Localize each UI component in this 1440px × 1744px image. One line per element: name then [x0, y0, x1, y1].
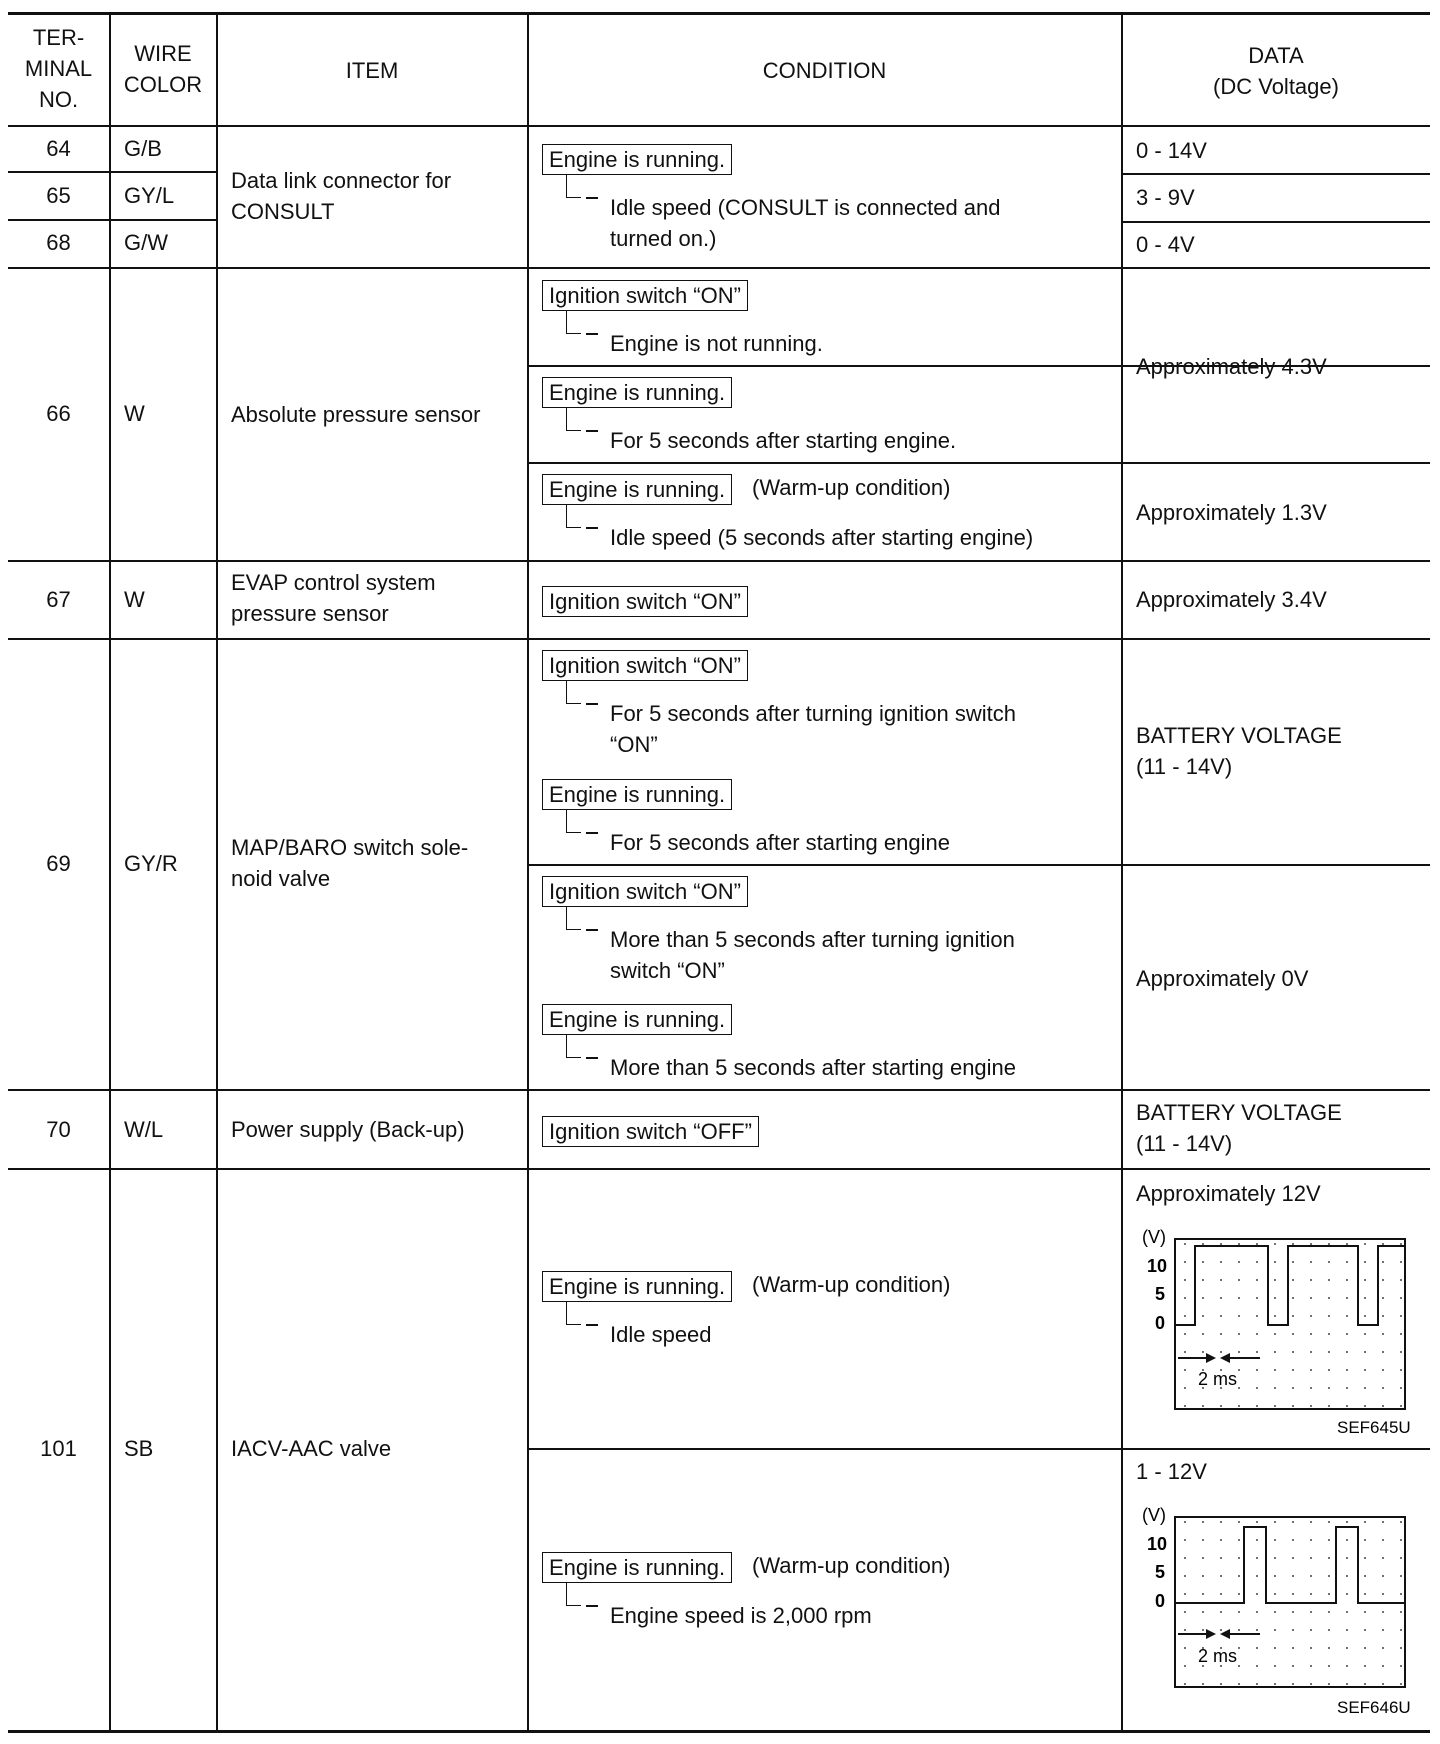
- condition-box: Engine is running.: [542, 1552, 732, 1583]
- sub-condition-dash: [586, 1605, 598, 1607]
- condition-box: Engine is running.: [542, 377, 732, 408]
- column-divider: [216, 12, 218, 1732]
- terminal-no: 69: [46, 851, 71, 876]
- data-value: BATTERY VOLTAGE (11 - 14V): [1136, 1100, 1342, 1156]
- condition-box: Ignition switch “ON”: [542, 876, 748, 907]
- sub-condition-bracket: [566, 175, 581, 198]
- wire-color: GY/R: [124, 851, 178, 876]
- terminal-no: 101: [40, 1436, 77, 1461]
- row-divider: [1122, 173, 1430, 175]
- row-divider: [8, 560, 1430, 562]
- header-wire-color: WIRE COLOR: [123, 41, 203, 97]
- wire-color: G/B: [124, 136, 162, 161]
- table-bottom-border: [8, 1730, 1430, 1733]
- header-data: DATA (DC Voltage): [1213, 43, 1339, 99]
- terminal-no: 65: [46, 183, 71, 208]
- row-divider: [8, 171, 216, 173]
- waveform-tick: 5: [1155, 1284, 1166, 1304]
- data-value: Approximately 1.3V: [1136, 500, 1327, 525]
- data-value: Approximately 12V: [1136, 1181, 1321, 1206]
- sub-condition-bracket: [566, 1583, 581, 1606]
- waveform-tick: 0: [1155, 1313, 1166, 1333]
- item-label: IACV-AAC valve: [231, 1436, 392, 1461]
- condition-box: Ignition switch “ON”: [542, 280, 748, 311]
- figure-code: SEF646U: [1337, 1698, 1411, 1717]
- waveform-unit: (V): [1142, 1505, 1166, 1525]
- condition-box: Ignition switch “ON”: [542, 586, 748, 617]
- waveform-unit: (V): [1142, 1227, 1166, 1247]
- sub-condition-bracket: [566, 408, 581, 431]
- data-value: BATTERY VOLTAGE (11 - 14V): [1136, 723, 1342, 779]
- condition-box: Engine is running.: [542, 144, 732, 175]
- sub-condition-dash: [586, 832, 598, 834]
- row-divider: [1122, 221, 1430, 223]
- waveform-tick: 5: [1155, 1562, 1166, 1582]
- data-value: 1 - 12V: [1136, 1459, 1207, 1484]
- terminal-no: 64: [46, 136, 71, 161]
- sub-condition: More than 5 seconds after starting engine: [610, 1055, 1017, 1080]
- item-label: Data link connector for CONSULT: [231, 168, 452, 224]
- sub-condition-bracket: [566, 1302, 581, 1325]
- sub-condition-dash: [586, 333, 598, 335]
- wire-color: SB: [124, 1436, 154, 1461]
- item-label: EVAP control system pressure sensor: [231, 570, 436, 626]
- table-top-border: [8, 12, 1430, 15]
- header-divider: [8, 125, 1430, 127]
- condition-box: Engine is running.: [542, 1271, 732, 1302]
- wire-color: W: [124, 587, 145, 612]
- condition-box: Engine is running.: [542, 1004, 732, 1035]
- sub-condition: Engine speed is 2,000 rpm: [610, 1603, 872, 1628]
- sub-condition-dash: [586, 1057, 598, 1059]
- data-value: Approximately 0V: [1136, 966, 1309, 991]
- header-condition: CONDITION: [762, 58, 887, 83]
- condition-box: Ignition switch “ON”: [542, 650, 748, 681]
- waveform-tick: 10: [1147, 1256, 1168, 1276]
- sub-condition: More than 5 seconds after turning ignition switch “ON”: [610, 927, 1015, 983]
- wire-color: GY/L: [124, 183, 175, 208]
- sub-condition: Idle speed (CONSULT is connected and turned on.): [610, 195, 1001, 251]
- terminal-no: 70: [46, 1117, 71, 1142]
- terminal-no: 67: [46, 587, 71, 612]
- waveform-tick: 0: [1155, 1591, 1166, 1611]
- sub-condition-dash: [586, 527, 598, 529]
- sub-condition: Engine is not running.: [610, 331, 823, 356]
- sub-condition-dash: [586, 430, 598, 432]
- data-value: 0 - 14V: [1136, 138, 1207, 163]
- column-divider: [527, 12, 529, 1732]
- wire-color: G/W: [124, 230, 168, 255]
- sub-condition-bracket: [566, 810, 581, 833]
- waveform-time: 2 ms: [1198, 1369, 1238, 1389]
- sub-condition: Idle speed: [610, 1322, 712, 1347]
- sub-condition: For 5 seconds after turning ignition switch “ON”: [610, 701, 1016, 757]
- header-item: ITEM: [345, 58, 399, 83]
- condition-note: (Warm-up condition): [752, 1272, 951, 1297]
- sub-condition-bracket: [566, 907, 581, 930]
- row-divider: [8, 267, 1430, 269]
- figure-code: SEF645U: [1337, 1418, 1411, 1437]
- row-divider: [8, 219, 216, 221]
- column-divider: [1121, 12, 1123, 1732]
- wire-color: W: [124, 401, 145, 426]
- sub-condition-bracket: [566, 505, 581, 528]
- waveform-time: 2 ms: [1198, 1646, 1238, 1666]
- condition-box: Ignition switch “OFF”: [542, 1116, 759, 1147]
- row-divider: [528, 864, 1430, 866]
- row-divider: [528, 462, 1430, 464]
- terminal-no: 66: [46, 401, 71, 426]
- waveform-tick: 10: [1147, 1534, 1168, 1554]
- data-value: Approximately 3.4V: [1136, 587, 1327, 612]
- sub-condition: Idle speed (5 seconds after starting engine): [610, 525, 1034, 550]
- data-value: Approximately 4.3V: [1136, 354, 1327, 379]
- header-terminal-no: TER- MINAL NO.: [24, 25, 93, 112]
- waveform-2000-rpm: [1130, 1503, 1430, 1723]
- wire-color: W/L: [124, 1117, 164, 1142]
- sub-condition-bracket: [566, 681, 581, 704]
- terminal-no: 68: [46, 230, 71, 255]
- sub-condition-bracket: [566, 311, 581, 334]
- item-label: Power supply (Back-up): [231, 1117, 465, 1142]
- sub-condition-dash: [586, 1324, 598, 1326]
- condition-note: (Warm-up condition): [752, 1553, 951, 1578]
- condition-note: (Warm-up condition): [752, 475, 951, 500]
- item-label: Absolute pressure sensor: [231, 402, 481, 427]
- sub-condition: For 5 seconds after starting engine: [610, 830, 950, 855]
- sub-condition-dash: [586, 703, 598, 705]
- sub-condition-dash: [586, 929, 598, 931]
- row-divider: [8, 1168, 1430, 1170]
- condition-box: Engine is running.: [542, 779, 732, 810]
- condition-box: Engine is running.: [542, 474, 732, 505]
- row-divider: [528, 1448, 1430, 1450]
- column-divider: [109, 12, 111, 1732]
- row-divider: [8, 1089, 1430, 1091]
- sub-condition: For 5 seconds after starting engine.: [610, 428, 957, 453]
- sub-condition-dash: [586, 197, 598, 199]
- item-label: MAP/BARO switch sole- noid valve: [231, 835, 469, 891]
- data-value: 0 - 4V: [1136, 232, 1195, 257]
- sub-condition-bracket: [566, 1035, 581, 1058]
- row-divider: [8, 638, 1430, 640]
- waveform-idle-speed: [1130, 1225, 1430, 1443]
- data-value: 3 - 9V: [1136, 185, 1195, 210]
